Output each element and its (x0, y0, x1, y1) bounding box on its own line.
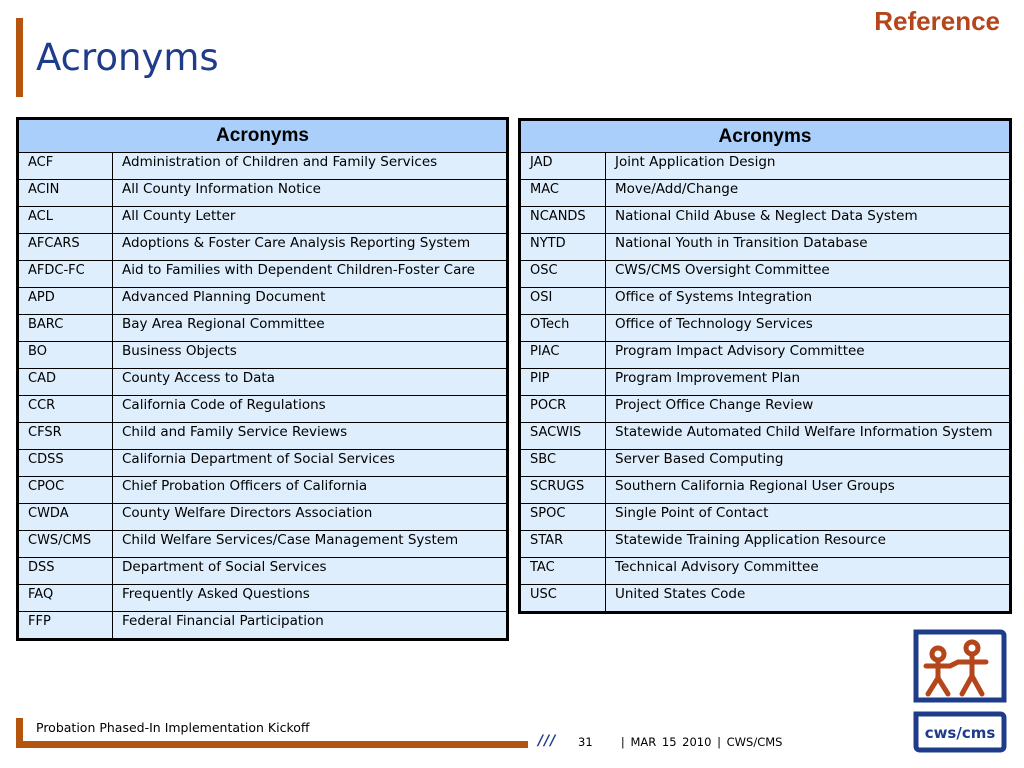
footer-title: Probation Phased-In Implementation Kickoff (36, 720, 310, 735)
definition-cell: Office of Technology Services (606, 315, 1011, 342)
footer-system: CWS/CMS (726, 735, 783, 749)
definition-cell: Program Improvement Plan (606, 369, 1011, 396)
definition-cell: All County Letter (113, 207, 508, 234)
definition-cell: Bay Area Regional Committee (113, 315, 508, 342)
acronym-cell: MAC (520, 180, 606, 207)
definition-cell: National Youth in Transition Database (606, 234, 1011, 261)
acronym-cell: OSC (520, 261, 606, 288)
table-row (18, 315, 508, 342)
acronym-cell: AFDC-FC (18, 261, 113, 288)
acronym-cell: BARC (18, 315, 113, 342)
table-row (18, 558, 508, 585)
acronym-cell: SCRUGS (520, 477, 606, 504)
definition-cell: Frequently Asked Questions (113, 585, 508, 612)
definition-cell: Administration of Children and Family Services (113, 153, 508, 180)
table-row (18, 261, 508, 288)
footer-date: MAR 15 2010 (630, 735, 712, 749)
table-heading: Acronyms (18, 119, 508, 153)
definition-cell: Child Welfare Services/Case Management System (113, 531, 508, 558)
table-row (18, 342, 508, 369)
definition-cell: Statewide Training Application Resource (606, 531, 1011, 558)
separator: | (598, 735, 625, 749)
page-number: 31 (578, 735, 593, 749)
acronym-cell: SACWIS (520, 423, 606, 450)
table-row (18, 234, 508, 261)
table-row (18, 153, 508, 180)
acronym-cell: CWS/CMS (18, 531, 113, 558)
table-row (18, 531, 508, 558)
acronyms-table-left (16, 117, 509, 641)
acronym-cell: ACF (18, 153, 113, 180)
definition-cell: All County Information Notice (113, 180, 508, 207)
definition-cell: Server Based Computing (606, 450, 1011, 477)
footer-slashes: /// (538, 733, 557, 749)
table-row (18, 288, 508, 315)
definition-cell: Program Impact Advisory Committee (606, 342, 1011, 369)
acronym-cell: TAC (520, 558, 606, 585)
acronym-cell: NYTD (520, 234, 606, 261)
table-row (18, 423, 508, 450)
definition-cell: Single Point of Contact (606, 504, 1011, 531)
definition-cell: Federal Financial Participation (113, 612, 508, 640)
table-row (520, 504, 1011, 531)
definition-cell: United States Code (606, 585, 1011, 613)
definition-cell: Adoptions & Foster Care Analysis Reporting System (113, 234, 508, 261)
table-heading: Acronyms (520, 120, 1011, 153)
definition-cell: California Code of Regulations (113, 396, 508, 423)
definition-cell: Move/Add/Change (606, 180, 1011, 207)
definition-cell: Project Office Change Review (606, 396, 1011, 423)
acronym-cell: AFCARS (18, 234, 113, 261)
acronym-cell: BO (18, 342, 113, 369)
definition-cell: Business Objects (113, 342, 508, 369)
table-row (520, 450, 1011, 477)
table-row (520, 288, 1011, 315)
acronym-cell: ACIN (18, 180, 113, 207)
table-row (18, 180, 508, 207)
table-row (18, 612, 508, 640)
table-row (18, 585, 508, 612)
acronyms-table-right (518, 118, 1012, 614)
acronym-cell: CCR (18, 396, 113, 423)
acronym-cell: JAD (520, 153, 606, 180)
definition-cell: Southern California Regional User Groups (606, 477, 1011, 504)
definition-cell: Advanced Planning Document (113, 288, 508, 315)
acronym-cell: OSI (520, 288, 606, 315)
definition-cell: Chief Probation Officers of California (113, 477, 508, 504)
definition-cell: California Department of Social Services (113, 450, 508, 477)
table-row (520, 423, 1011, 450)
definition-cell: Joint Application Design (606, 153, 1011, 180)
table-row (520, 396, 1011, 423)
acronym-cell: FAQ (18, 585, 113, 612)
table-row (520, 234, 1011, 261)
table-row (18, 504, 508, 531)
table-row (520, 585, 1011, 613)
table-row (520, 342, 1011, 369)
acronym-cell: CWDA (18, 504, 113, 531)
acronym-cell: PIAC (520, 342, 606, 369)
definition-cell: CWS/CMS Oversight Committee (606, 261, 1011, 288)
table-row (18, 369, 508, 396)
separator: | (717, 735, 721, 749)
definition-cell: Statewide Automated Child Welfare Information System (606, 423, 1011, 450)
definition-cell: Child and Family Service Reviews (113, 423, 508, 450)
page-title: Acronyms (36, 36, 219, 79)
footer-rule (16, 741, 528, 748)
definition-cell: Technical Advisory Committee (606, 558, 1011, 585)
acronym-cell: APD (18, 288, 113, 315)
table-row (520, 531, 1011, 558)
acronym-cell: CDSS (18, 450, 113, 477)
footer-page-info (578, 735, 782, 749)
definition-cell: Aid to Families with Dependent Children-Foster Care (113, 261, 508, 288)
acronym-cell: USC (520, 585, 606, 613)
table-row (18, 450, 508, 477)
table-row (520, 315, 1011, 342)
table-row (520, 261, 1011, 288)
acronym-cell: CFSR (18, 423, 113, 450)
definition-cell: National Child Abuse & Neglect Data System (606, 207, 1011, 234)
acronym-cell: STAR (520, 531, 606, 558)
table-row (520, 369, 1011, 396)
acronym-cell: DSS (18, 558, 113, 585)
acronym-cell: NCANDS (520, 207, 606, 234)
table-row (520, 477, 1011, 504)
table-row (520, 153, 1011, 180)
table-row (18, 477, 508, 504)
cws-cms-logo (908, 626, 1008, 756)
title-accent-bar (16, 18, 23, 97)
table-row (18, 396, 508, 423)
table-row (18, 207, 508, 234)
children-figures-icon (908, 626, 1008, 756)
section-label: Reference (874, 6, 1000, 36)
logo-text: cws/cms (924, 724, 996, 742)
table-row (520, 180, 1011, 207)
acronym-cell: OTech (520, 315, 606, 342)
acronym-cell: ACL (18, 207, 113, 234)
acronym-cell: SPOC (520, 504, 606, 531)
table-row (520, 207, 1011, 234)
definition-cell: Department of Social Services (113, 558, 508, 585)
definition-cell: County Access to Data (113, 369, 508, 396)
definition-cell: County Welfare Directors Association (113, 504, 508, 531)
acronym-cell: POCR (520, 396, 606, 423)
definition-cell: Office of Systems Integration (606, 288, 1011, 315)
table-row (520, 558, 1011, 585)
acronym-cell: CPOC (18, 477, 113, 504)
acronym-cell: PIP (520, 369, 606, 396)
acronym-cell: FFP (18, 612, 113, 640)
acronym-cell: CAD (18, 369, 113, 396)
acronym-cell: SBC (520, 450, 606, 477)
